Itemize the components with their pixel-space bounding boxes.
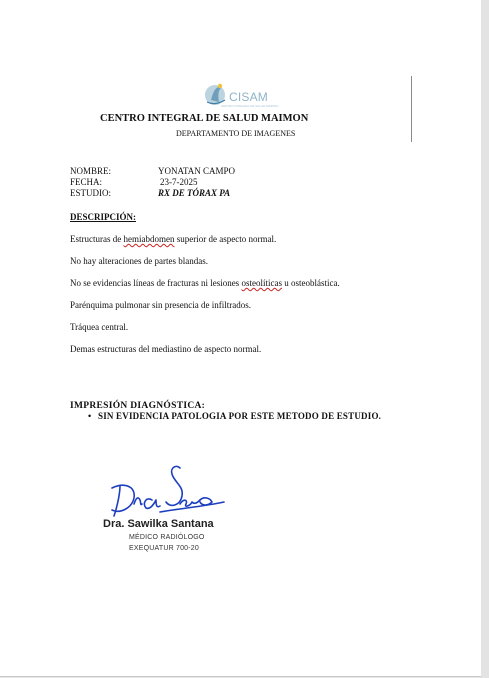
patient-info bbox=[70, 166, 235, 199]
doctor-title: MÉDICO RADIÓLOGO bbox=[129, 534, 205, 541]
handwritten-signature bbox=[100, 460, 230, 524]
fecha-value: 23-7-2025 bbox=[160, 177, 198, 187]
impression-heading: IMPRESIÓN DIAGNÓSTICA: bbox=[70, 401, 206, 411]
impression-item bbox=[88, 411, 381, 421]
department-name: DEPARTAMENTO DE IMAGENES bbox=[176, 129, 296, 138]
page-gutter bbox=[481, 0, 489, 678]
doctor-name: Dra. Sawilka Santana bbox=[103, 518, 214, 530]
fecha-row bbox=[70, 177, 235, 188]
header-divider bbox=[411, 76, 412, 142]
logo-text: CISAM bbox=[229, 90, 269, 104]
estudio-value: RX DE TÓRAX PA bbox=[158, 188, 231, 198]
description-heading: DESCRIPCIÓN: bbox=[70, 212, 137, 222]
estudio-label: ESTUDIO: bbox=[70, 188, 111, 198]
finding-line: Estructuras de hemiabdomen superior de aspecto normal. bbox=[70, 234, 277, 244]
finding-line: Parénquima pulmonar sin presencia de infiltrados. bbox=[70, 300, 251, 310]
bullet-icon: • bbox=[88, 411, 92, 421]
nombre-label: NOMBRE: bbox=[70, 166, 112, 176]
finding-line: Tráquea central. bbox=[70, 322, 129, 332]
organization-name: CENTRO INTEGRAL DE SALUD MAIMON bbox=[100, 113, 309, 124]
finding-line: Demas estructuras del mediastino de aspecto normal. bbox=[70, 344, 262, 354]
spellcheck-word: osteolíticas bbox=[241, 278, 282, 288]
description-findings bbox=[70, 234, 370, 366]
nombre-value: YONATAN CAMPO bbox=[158, 166, 236, 176]
logo-subtext: CENTRO INTEGRAL DE SALUD MAIMON bbox=[221, 104, 279, 108]
doctor-exequatur: EXEQUATUR 700-20 bbox=[129, 545, 199, 552]
fecha-label: FECHA: bbox=[70, 177, 103, 187]
finding-line: No se evidencias líneas de fracturas ni lesiones osteolíticas u osteoblástica. bbox=[70, 278, 340, 288]
finding-line: No hay alteraciones de partes blandas. bbox=[70, 256, 208, 266]
impression-text: SIN EVIDENCIA PATOLOGIA POR ESTE METODO DE ESTUDIO. bbox=[98, 411, 382, 421]
estudio-row bbox=[70, 188, 235, 199]
nombre-row bbox=[70, 166, 235, 177]
spellcheck-word: hemiabdomen bbox=[123, 234, 175, 244]
